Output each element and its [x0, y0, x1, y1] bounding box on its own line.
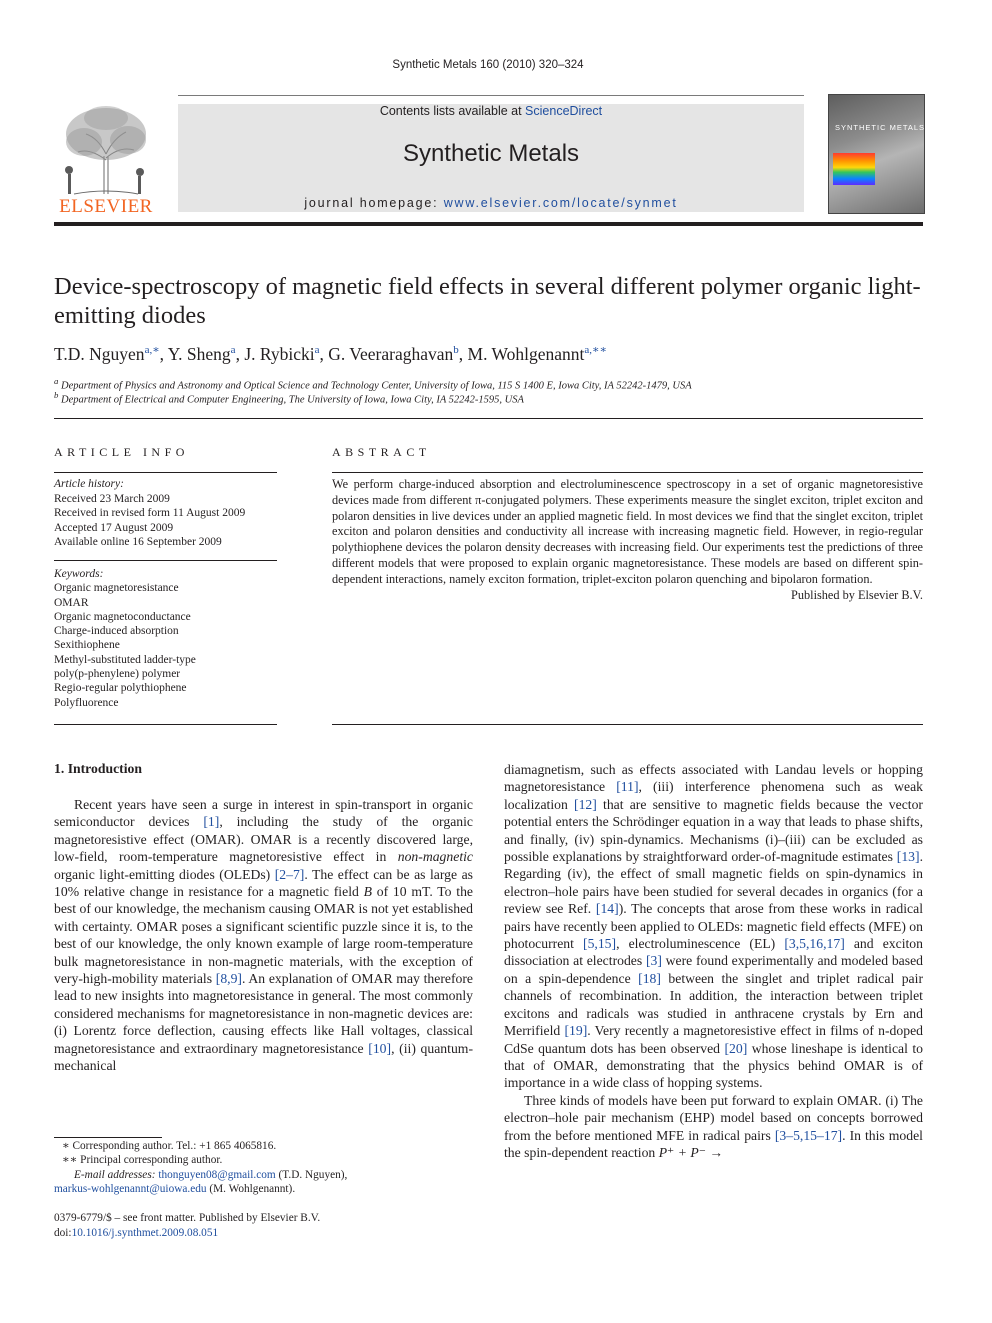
elsevier-tree-icon: [54, 104, 158, 196]
contents-prefix: Contents lists available at: [379, 104, 526, 118]
section-divider: [54, 418, 923, 419]
doi-link[interactable]: 10.1016/j.synthmet.2009.08.051: [71, 1227, 219, 1239]
affiliation-text: Department of Physics and Astronomy and Optical Science and Technology Center, University of Iowa, 115 S 1400 E, Iowa City, IA 52242-1479, USA: [61, 380, 692, 392]
citation-link[interactable]: [19]: [564, 1023, 588, 1039]
abstract-text: We perform charge-induced absorption and electroluminescence spectroscopy in a set of organic magnetoresistive devices made from different π-conjugated polymers. These experiments measure the singlet exciton, triplet exciton and polaron densities in live devices under an applied magnetic field. In most devices we find that the singlet exciton, triplet exciton and polaron densities and conductivity all increase with increasing magnetic field. However, in regio-regular polythiophene devices the polaron density decreases with increasing field. Our experiments test the predictions of three different models that were proposed to explain organic magnetoresistance. These models are based on different spin-dependent interactions, namely exciton formation, triplet-exciton polaron quenching and bipolaron formation.: [332, 477, 923, 586]
citation-link[interactable]: [12]: [574, 796, 597, 812]
footnote-emails-cont: [54, 1182, 473, 1196]
email-owner: (M. Wohlgenannt).: [206, 1182, 296, 1195]
info-rule: [54, 724, 277, 725]
doi-prefix: doi:: [54, 1227, 72, 1239]
body-paragraph: [504, 761, 923, 1092]
abstract-publisher: Published by Elsevier B.V.: [791, 587, 923, 602]
history-entry: Available online 16 September 2009: [54, 536, 222, 548]
homepage-prefix: journal homepage:: [304, 196, 444, 210]
citation-link[interactable]: [10]: [368, 1040, 392, 1056]
citation-link[interactable]: [8,9]: [215, 971, 242, 987]
footnote-emails: [54, 1168, 473, 1182]
section-heading-introduction: 1. Introduction: [54, 761, 142, 776]
body-text: , (iii) interference phenomena such as weak localization: [504, 779, 923, 812]
citation-link[interactable]: [18]: [638, 970, 661, 986]
body-text: that are sensitive to magnetic fields because the vector potential enters the Schrödinger equation in a way that leads to phase shifts, and finally, (iv) spin-dynamics. Mechanisms (i)–(iii) can be excluded as possible explanations by straightforward order-of-magnitude estimates: [504, 796, 923, 865]
affiliation-text: Department of Electrical and Computer Engineering, The University of Iowa, Iowa City, IA 52242-1595, USA: [61, 394, 524, 406]
article-title: Device-spectroscopy of magnetic field effects in several different polymer organic light-emitting diodes: [54, 273, 921, 329]
body-text: and exciton dissociation at electrodes: [504, 936, 923, 969]
citation-link[interactable]: [14]: [595, 901, 619, 917]
article-info-heading: ARTICLE INFO: [54, 445, 189, 459]
keyword: Methyl-substituted ladder-type: [54, 653, 196, 666]
body-text: whose lineshape is identical to that of OMAR, demonstrating that the physics behind OMAR is of importance in a wide class of hopping systems.: [504, 1040, 923, 1091]
body-text: organic light-emitting diodes (OLEDs): [54, 866, 275, 882]
affiliation-label: a: [54, 376, 59, 386]
author-name: J. Rybicki: [244, 343, 315, 364]
issn-line: 0379-6779/$ – see front matter. Published by Elsevier B.V.: [54, 1212, 321, 1224]
footnotes: [54, 1139, 473, 1196]
history-entry: Received in revised form 11 August 2009: [54, 507, 246, 519]
keyword: Polyfluorence: [54, 696, 119, 709]
elsevier-logo[interactable]: [54, 104, 160, 216]
author-affiliation-mark[interactable]: a,∗: [144, 344, 160, 356]
citation-link[interactable]: [3–5,15–17]: [774, 1127, 843, 1143]
cover-image: [833, 153, 875, 185]
author-name: G. Veeraraghavan: [328, 343, 454, 364]
author-affiliation-mark[interactable]: b: [453, 344, 459, 356]
abstract-heading: ABSTRACT: [332, 445, 431, 459]
citation-link[interactable]: [1]: [203, 814, 220, 830]
journal-name: Synthetic Metals: [402, 140, 580, 167]
info-rule: [54, 560, 277, 561]
email-link[interactable]: markus-wohlgenannt@uiowa.edu: [54, 1182, 207, 1195]
history-entry: Received 23 March 2009: [54, 492, 170, 505]
body-column-left: [54, 796, 473, 1075]
keyword: Sexithiophene: [54, 639, 120, 652]
keywords-list: [54, 567, 277, 710]
body-text: , (ii) quantum-mechanical: [54, 1040, 473, 1074]
email-label: E-mail addresses:: [74, 1168, 156, 1181]
author-list: T.D. Nguyen$^{a,∗}$, Y. Sheng$^a$, J. Rybicki$^a$, G. Veeraraghavan$^b$, M. Wohlgenannt$^{a,∗∗}$: [54, 343, 607, 364]
author-affiliation-mark[interactable]: a: [314, 344, 320, 356]
body-text: Recent years have seen a surge in interest in spin-transport in organic semiconductor devices: [54, 797, 473, 830]
contents-line: [178, 104, 804, 118]
history-label: Article history:: [54, 478, 124, 490]
email-link[interactable]: thonguyen08@gmail.com: [158, 1168, 276, 1181]
author-name: Y. Sheng: [167, 343, 231, 364]
abstract-body: [332, 477, 923, 603]
author-name: T.D. Nguyen: [54, 343, 145, 364]
header-divider: [54, 222, 923, 226]
keyword: Organic magnetoconductance: [54, 610, 191, 623]
citation-link[interactable]: [2–7]: [274, 866, 305, 882]
italic-text: non-magnetic: [397, 849, 473, 865]
footnote-rule: [54, 1137, 162, 1138]
keyword: Organic magnetoresistance: [54, 582, 179, 595]
body-text: . Regarding (iv), the effect of small magnetic fields on spin-dynamics in electron–hole pairs have been studied for several decades in organics (for a review see Ref.: [504, 849, 923, 917]
body-text: Three kinds of models have been put forward to explain OMAR. (i) The electron–hole pair mechanism (EHP) model based on concepts borrowed from the before mentioned MFE in radical pairs: [504, 1092, 923, 1143]
body-text: ). The concepts that arose from these works in radical pairs have recently been applied to OLEDs: magnetic field effects (MFE) on photocurrent: [504, 901, 924, 952]
keyword: OMAR: [54, 596, 89, 609]
body-text: , electroluminescence (EL): [616, 936, 785, 952]
author-affiliation-mark[interactable]: a: [230, 344, 236, 356]
journal-homepage-link[interactable]: www.elsevier.com/locate/synmet: [443, 196, 678, 210]
email-owner: (T.D. Nguyen),: [275, 1168, 348, 1181]
article-history: [54, 477, 277, 550]
keyword: poly(p-phenylene) polymer: [54, 668, 181, 681]
body-text: diamagnetism, such as effects associated with Landau levels or hopping magnetoresistance: [504, 762, 923, 795]
body-text: of 10 mT. To the best of our knowledge, the mechanism causing OMAR is not yet established with certainty. OMAR poses a significant scientific puzzle since it is, to the best of our knowledge, the only known example of large room-temperature bulk magnetoresistance in non-magnetic materials, with the exception of very-high-mobility materials: [54, 884, 473, 987]
citation-link[interactable]: [3,5,16,17]: [784, 936, 845, 952]
author-name: M. Wohlgenannt: [467, 343, 585, 364]
affiliation-label: b: [54, 390, 59, 400]
body-text: . An explanation of OMAR may therefore lead to new insights into magnetoresistance in general. The most commonly considered mechanisms for magnetoresistance in non-magnetic devices are: (i) Lorentz force deflection, causing effects like Hall voltages, classical magnetoresistance and extraordinary magnetoresistance: [54, 971, 473, 1056]
body-text: . The effect can be as large as 10% relative change in resistance for a magnetic field: [54, 866, 473, 900]
abstract-rule: [332, 724, 923, 725]
footnote-principal: ∗∗ Principal corresponding author.: [62, 1154, 223, 1167]
journal-cover-thumbnail[interactable]: [828, 94, 925, 214]
journal-homepage-line: [178, 196, 804, 210]
keyword: Charge-induced absorption: [54, 625, 179, 638]
cover-title: SYNTHETIC METALS: [835, 123, 926, 132]
abstract-rule: [332, 472, 923, 473]
elsevier-wordmark: ELSEVIER: [59, 196, 153, 217]
author-affiliation-mark[interactable]: a,∗∗: [584, 344, 607, 356]
header-rule: [178, 95, 804, 96]
citation-link[interactable]: [3]: [645, 953, 662, 969]
journal-citation: Synthetic Metals 160 (2010) 320–324: [392, 59, 584, 71]
affiliation: [54, 390, 923, 406]
doi-line: [54, 1226, 473, 1241]
citation-link[interactable]: [11]: [616, 779, 639, 795]
copyright-block: [54, 1211, 473, 1241]
body-paragraph: [504, 1092, 923, 1162]
body-text: between the singlet and triplet radical pair channels of recombination. In addition, the interaction between triplet excitons and radicals was studied in anthracene crystals by Ern and Merrifield: [504, 970, 923, 1039]
body-text: , including the study of the organic magnetoresistive effect (OMAR). OMAR is a recently discovered large, low-field, room-temperature magnetoresistive effect in: [54, 814, 473, 865]
sciencedirect-link[interactable]: ScienceDirect: [525, 104, 603, 118]
italic-text: P⁺ + P⁻ →: [658, 1144, 724, 1160]
body-column-right: [504, 761, 923, 1161]
body-text: . Very recently a magnetoresistive effect in films of n-doped CdSe quantum dots has been observed: [504, 1023, 923, 1056]
citation-link[interactable]: [5,15]: [583, 936, 617, 952]
body-text: were found experimentally and modeled based on a spin-dependence: [504, 953, 923, 986]
info-rule: [54, 472, 277, 473]
keyword: Regio-regular polythiophene: [54, 682, 187, 695]
citation-link[interactable]: [20]: [724, 1040, 748, 1056]
footnote-corresponding: ∗ Corresponding author. Tel.: +1 865 4065816.: [62, 1140, 277, 1152]
italic-text: B: [363, 884, 372, 900]
body-text: . In this model the spin-dependent reaction: [504, 1127, 923, 1160]
keywords-label: Keywords:: [54, 568, 104, 580]
history-entry: Accepted 17 August 2009: [54, 521, 174, 534]
citation-link[interactable]: [13]: [896, 849, 920, 865]
